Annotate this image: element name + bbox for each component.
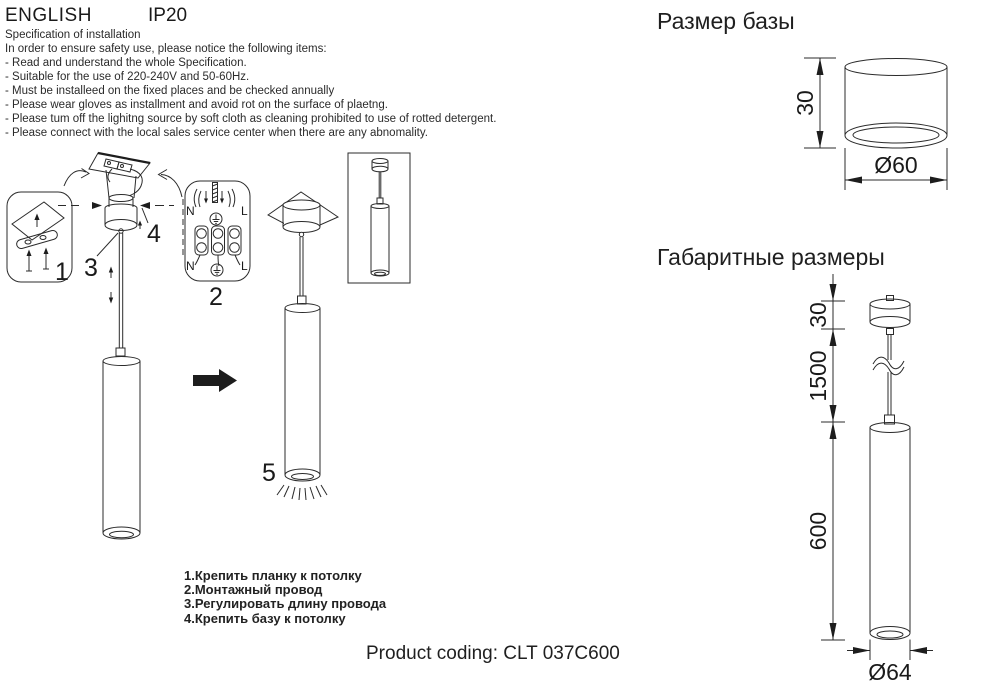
spec-item: - Please connect with the local sales service center when there are any abnomality.	[5, 127, 428, 139]
overall-dimension-lines	[805, 274, 845, 640]
spec-intro: In order to ensure safety use, please notice the following items:	[5, 43, 327, 55]
terminal-n-bottom-label: N	[186, 259, 195, 273]
ceiling-plate-canopy-assembly	[58, 153, 174, 282]
arrow-step1-to-plate-icon	[64, 169, 89, 187]
arrow-step2-to-plate-icon	[159, 170, 183, 198]
pendant-tube-unadjusted-drawing	[103, 233, 140, 539]
ru-step-item: 1.Крепить планку к потолку	[184, 568, 362, 583]
step3-number: 3	[84, 254, 98, 282]
step1-number: 1	[55, 258, 69, 286]
step2-number: 2	[209, 283, 223, 311]
product-coding-label: Product coding: CLT 037C600	[366, 643, 620, 664]
ru-step-item: 3.Регулировать длину провода	[184, 596, 387, 612]
light-rays-icon	[277, 485, 327, 500]
language-label: ENGLISH	[5, 5, 92, 26]
terminal-n-top-label: N	[186, 204, 195, 218]
spec-item: - Read and understand the whole Specification.	[5, 57, 247, 69]
base-cylinder-drawing	[845, 59, 947, 149]
ip-rating-label: IP20	[148, 5, 188, 26]
base-height-dimension	[792, 58, 836, 148]
terminal-l-top-label: L	[241, 204, 248, 218]
spec-item: - Please tum off the lighitng source by soft cloth as cleaning prohibited to use of rotted detergent.	[5, 113, 497, 125]
overall-tube-length-value: 600	[805, 511, 831, 551]
base-size-title: Размер базы	[657, 8, 795, 34]
base-diameter-dimension	[845, 148, 947, 190]
assembled-pendant-drawing	[262, 192, 338, 500]
overall-size-drawing	[650, 270, 970, 688]
step2-terminal-block-drawing	[183, 181, 250, 311]
spec-title: Specification of installation	[5, 29, 141, 41]
installation-diagram	[0, 145, 440, 570]
spec-item: - Please wear gloves as installment and avoid rot on the surface of plaetng.	[5, 99, 388, 111]
terminal-l-bottom-label: L	[241, 259, 248, 273]
spec-item: - Suitable for the use of 220-240V and 50-60Hz.	[5, 71, 250, 83]
overall-diameter-value: Ø64	[868, 659, 912, 685]
overall-pendant-drawing	[870, 296, 910, 640]
ru-step-item: 4.Крепить базу к потолку	[184, 610, 346, 626]
step4-number: 4	[147, 220, 161, 248]
spec-item: - Must be installeed on the fixed places and be checked annually	[5, 85, 335, 97]
installation-steps-ru-list	[184, 569, 386, 626]
overall-diameter-dimension	[847, 640, 933, 686]
step5-number: 5	[262, 459, 276, 487]
base-diameter-value: Ø60	[874, 152, 918, 178]
overall-canopy-height-value: 30	[805, 302, 831, 328]
transition-arrow-icon	[193, 369, 237, 392]
specification-text-block	[5, 28, 496, 140]
overall-size-title: Габаритные размеры	[657, 244, 885, 270]
pendant-inset-reference-drawing	[348, 153, 410, 283]
base-height-value: 30	[792, 90, 818, 116]
step1-mounting-strap-drawing	[7, 192, 72, 286]
base-size-drawing	[650, 40, 970, 205]
overall-suspension-length-value: 1500	[805, 350, 831, 402]
ru-step-item: 2.Монтажный провод	[184, 582, 323, 598]
